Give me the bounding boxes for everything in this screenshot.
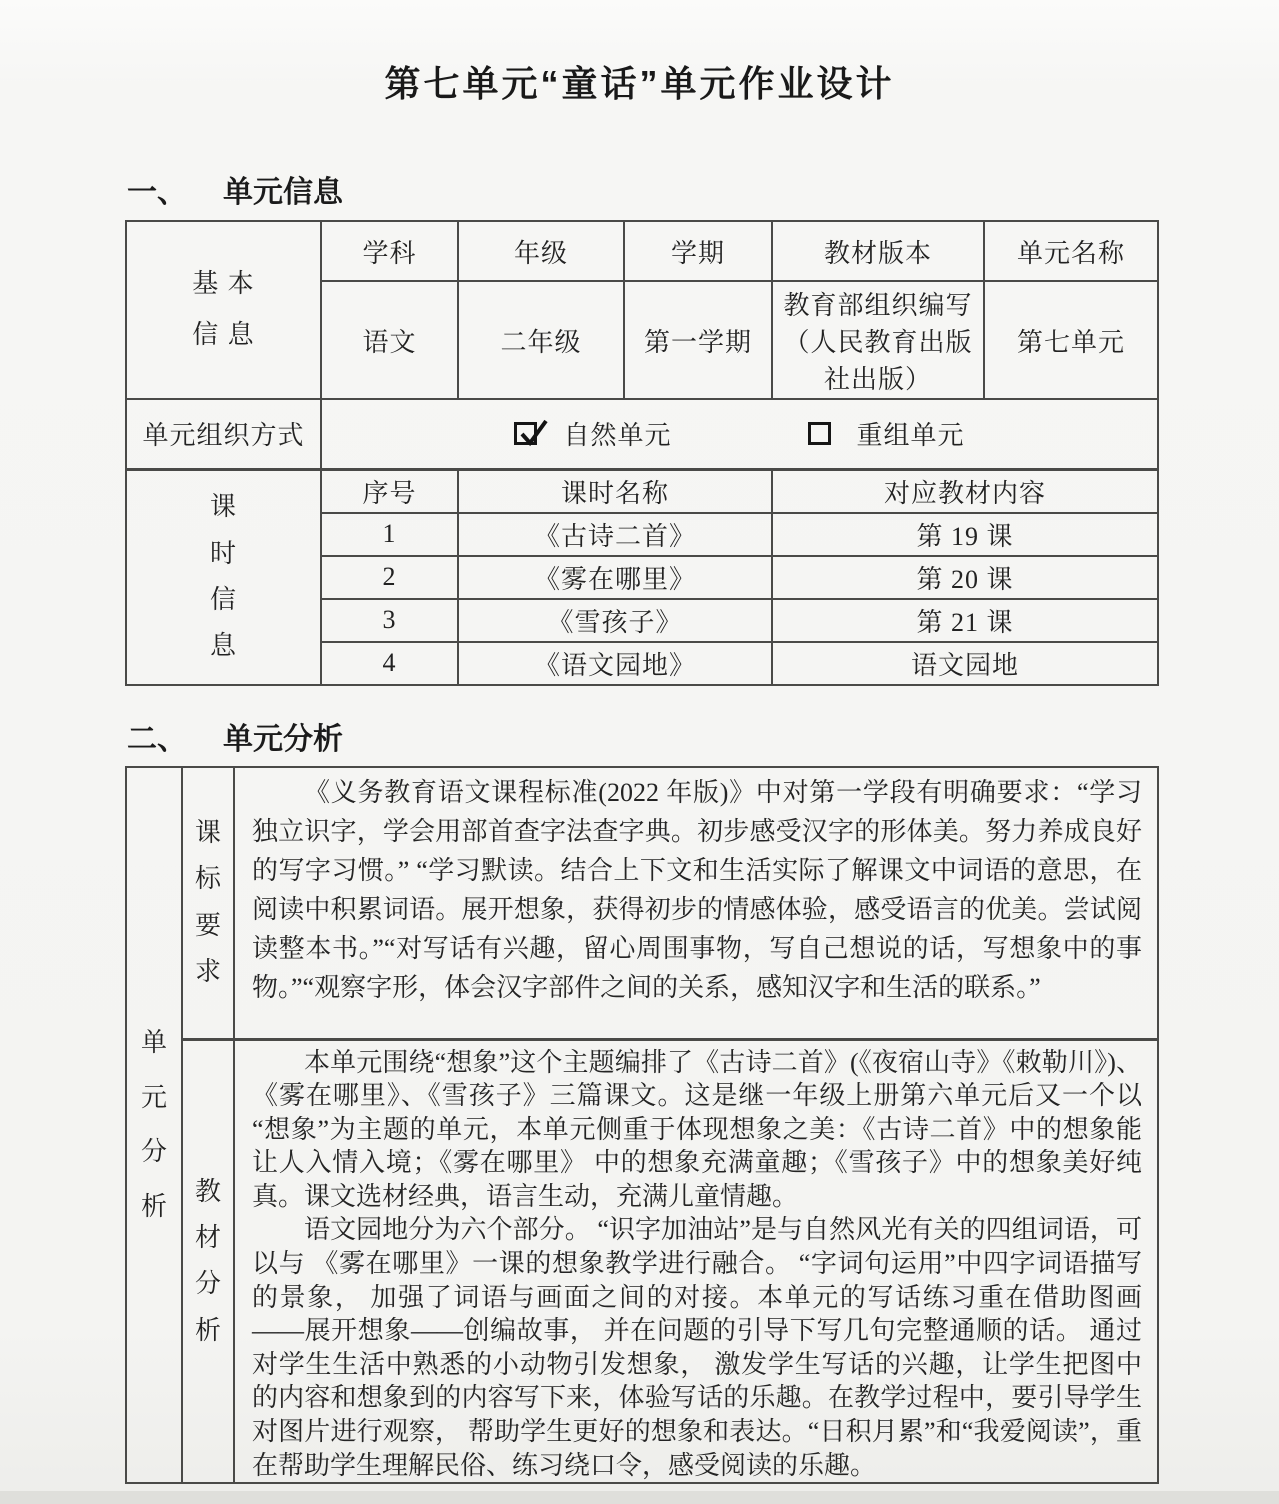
value-semester: 第一学期 — [624, 281, 772, 399]
lesson-material: 语文园地 — [772, 642, 1158, 685]
curriculum-standard-content — [234, 767, 1158, 1039]
lesson-header-no: 序号 — [321, 469, 458, 513]
scan-bottom-shadow — [0, 1491, 1279, 1504]
lesson-info-label-text: 课时信息 — [209, 492, 237, 661]
check-mark-icon — [516, 418, 550, 452]
unit-analysis-label-text: 单元分析 — [140, 1027, 167, 1221]
section1-title: 单元信息 — [223, 176, 343, 209]
lesson-no: 1 — [321, 513, 458, 556]
curriculum-standard-text: 《义务教育语文课程标准(2022 年版)》中对第一学段有明确要求：“学习独立识字，学会用部首查字法查字典。初步感受汉字的形体美。努力养成良好的写字习惯。” “学习默读。结合上下文和生活实际了解课文中词语的意思，在阅读中积累词语。展开想象，获得初步的情感体验，感受语言的优美。尝试阅读整本书。”“对写话有兴趣，留心周围事物，写自己想说的话，写想象中的事物。”“观察字形，体会汉字部件之间的关系，感知汉字和生活的联系。” — [252, 778, 1142, 1002]
material-analysis-paragraph-1: 本单元围绕“想象”这个主题编排了《古诗二首》(《夜宿山寺》《敕勒川》)、《雾在哪里》、《雪孩子》三篇课文。这是继一年级上册第六单元后又一个以“想象”为主题的单元，本单元侧重于体现想象之美：《古诗二首》中的想象能让人入情入境；《雾在哪里》 中的想象充满童趣；《雪孩子》中的想象美好纯真。课文选材经典，语言生动，充满儿童情趣。 — [252, 1047, 1142, 1211]
lesson-no: 2 — [321, 556, 458, 599]
option-regroup-unit[interactable] — [808, 415, 965, 452]
unit-analysis-label — [126, 767, 182, 1483]
section2-heading — [127, 714, 343, 758]
basic-info-label-text: 基本信息 — [192, 269, 255, 349]
material-analysis-paragraph-2: 语文园地分为六个部分。 “识字加油站”是与自然风光有关的四组词语，可以与 《雾在哪里》一课的想象教学进行融合。 “字词句运用”中四字词语描写的景象， 加强了词语与画面之间的对接。本单元的写话练习重在借助图画——展开想象——创编故事， 并在问题的引导下写几句完整通顺的话。 通过对学生生活中熟悉的小动物引发想象， 激发学生写话的兴趣，让学生把图中的内容和想象到的内容写下来，体验写话的乐趣。在教学过程中，要引导学生对图片进行观察， 帮助学生更好的想象和表达。“日积月累”和“我爱阅读”，重在帮助学生理解民俗、练习绕口令，感受阅读的乐趣。 — [252, 1215, 1142, 1480]
lesson-header-material: 对应教材内容 — [772, 469, 1158, 513]
organization-label: 单元组织方式 — [126, 399, 321, 469]
material-analysis-content — [234, 1039, 1158, 1483]
value-subject: 语文 — [321, 281, 458, 399]
lesson-material: 第 19 课 — [772, 513, 1158, 556]
organization-options-cell — [321, 399, 1158, 469]
option-natural-unit[interactable] — [514, 415, 671, 452]
checkbox-regroup-unit-icon[interactable] — [808, 422, 831, 445]
col-header-subject: 学科 — [321, 221, 458, 281]
lesson-material: 第 20 课 — [772, 556, 1158, 599]
col-header-grade: 年级 — [458, 221, 624, 281]
unit-info-table — [125, 220, 1159, 686]
unit-analysis-table — [125, 766, 1159, 1484]
value-edition: 教育部组织编写（人民教育出版社出版） — [772, 281, 984, 399]
lesson-info-label — [126, 469, 321, 685]
lesson-no: 4 — [321, 642, 458, 685]
col-header-semester: 学期 — [624, 221, 772, 281]
section2-number: 二、 — [127, 723, 187, 756]
lesson-name: 《雪孩子》 — [458, 599, 772, 642]
document-title: 第七单元“童话”单元作业设计 — [384, 63, 895, 104]
section1-number: 一、 — [127, 176, 187, 209]
lesson-no: 3 — [321, 599, 458, 642]
checkbox-natural-unit-icon[interactable] — [514, 422, 537, 445]
lesson-name: 《语文园地》 — [458, 642, 772, 685]
lesson-name: 《古诗二首》 — [458, 513, 772, 556]
curriculum-standard-label — [182, 767, 234, 1039]
material-analysis-label — [182, 1039, 234, 1483]
material-analysis-label-text: 教材分析 — [194, 1176, 221, 1345]
value-unit-name: 第七单元 — [984, 281, 1158, 399]
lesson-header-name: 课时名称 — [458, 469, 772, 513]
lesson-material: 第 21 课 — [772, 599, 1158, 642]
value-grade: 二年级 — [458, 281, 624, 399]
basic-info-label — [126, 221, 321, 399]
col-header-edition: 教材版本 — [772, 221, 984, 281]
curriculum-standard-label-text: 课标要求 — [194, 818, 221, 987]
lesson-name: 《雾在哪里》 — [458, 556, 772, 599]
section2-title: 单元分析 — [223, 723, 343, 756]
option-natural-unit-label: 自然单元 — [563, 421, 672, 451]
section1-heading — [127, 167, 343, 211]
col-header-unit-name: 单元名称 — [984, 221, 1158, 281]
option-regroup-unit-label: 重组单元 — [856, 421, 965, 451]
